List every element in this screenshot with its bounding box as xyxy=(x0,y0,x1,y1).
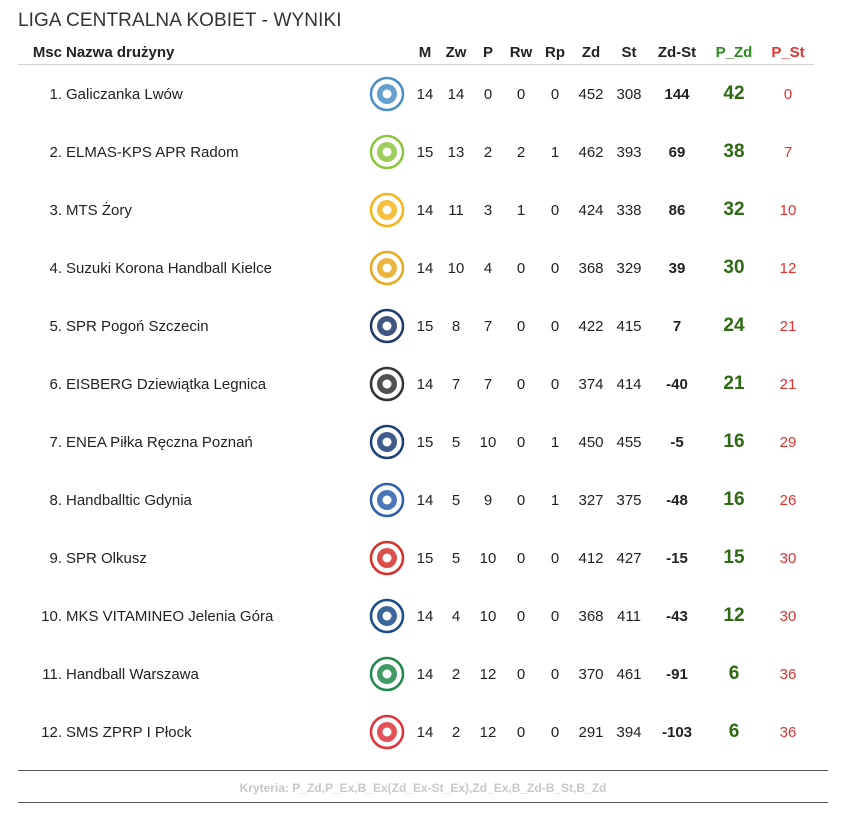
team-logo xyxy=(364,529,410,587)
points-against-cell: 26 xyxy=(779,491,797,509)
team-name[interactable]: Handball Warszawa xyxy=(66,665,199,683)
goal-diff-cell: 69 xyxy=(668,143,686,161)
matches-cell: 14 xyxy=(416,85,434,103)
wins-cell: 13 xyxy=(447,143,465,161)
wins-cell: 14 xyxy=(447,85,465,103)
rw-cell: 0 xyxy=(516,491,526,509)
points-for-cell: 42 xyxy=(723,83,745,104)
goals-against-cell: 338 xyxy=(616,201,642,219)
goals-for-cell: 452 xyxy=(578,85,604,103)
wins-cell: 2 xyxy=(451,665,461,683)
goal-diff-cell: -40 xyxy=(666,375,688,393)
points-for-cell: 12 xyxy=(723,605,745,626)
rp-cell: 0 xyxy=(550,201,560,219)
matches-cell: 14 xyxy=(416,665,434,683)
losses-cell: 4 xyxy=(483,259,493,277)
goals-against-cell: 427 xyxy=(616,549,642,567)
team-name[interactable]: ENEA Piłka Ręczna Poznań xyxy=(66,433,253,451)
points-against-cell: 7 xyxy=(783,143,793,161)
matches-cell: 14 xyxy=(416,607,434,625)
rw-cell: 0 xyxy=(516,607,526,625)
goals-for-cell: 374 xyxy=(578,375,604,393)
losses-cell: 12 xyxy=(479,723,497,741)
footer-divider-top xyxy=(18,770,828,771)
matches-cell: 15 xyxy=(416,549,434,567)
jelenia-gora-logo-icon xyxy=(369,598,405,634)
table-row[interactable] xyxy=(18,703,814,761)
goals-against-cell: 329 xyxy=(616,259,642,277)
rank-cell: 7. xyxy=(49,433,62,451)
rp-cell: 0 xyxy=(550,607,560,625)
rank-cell: 1. xyxy=(49,85,62,103)
rp-cell: 1 xyxy=(550,433,560,451)
rp-cell: 0 xyxy=(550,723,560,741)
goals-for-cell: 450 xyxy=(578,433,604,451)
points-against-cell: 30 xyxy=(779,549,797,567)
rp-cell: 0 xyxy=(550,549,560,567)
goals-for-cell: 462 xyxy=(578,143,604,161)
standings-table xyxy=(18,40,814,761)
rank-cell: 11. xyxy=(42,665,62,683)
goals-for-cell: 422 xyxy=(578,317,604,335)
rp-cell: 0 xyxy=(550,375,560,393)
team-name[interactable]: Handballtic Gdynia xyxy=(66,491,192,509)
legnica-logo-icon xyxy=(369,366,405,402)
header-pst: P_St xyxy=(762,40,814,65)
rank-cell: 6. xyxy=(49,375,62,393)
rw-cell: 0 xyxy=(516,723,526,741)
team-name[interactable]: MKS VITAMINEO Jelenia Góra xyxy=(66,607,274,625)
rw-cell: 1 xyxy=(516,201,526,219)
team-name[interactable]: EISBERG Dziewiątka Legnica xyxy=(66,375,267,393)
header-zdst: Zd-St xyxy=(648,40,706,65)
goal-diff-cell: -15 xyxy=(666,549,688,567)
header-team: Nazwa drużyny xyxy=(66,40,364,65)
goals-for-cell: 424 xyxy=(578,201,604,219)
table-row[interactable] xyxy=(18,297,814,355)
goals-for-cell: 368 xyxy=(578,607,604,625)
matches-cell: 15 xyxy=(416,143,434,161)
table-row[interactable] xyxy=(18,355,814,413)
wins-cell: 10 xyxy=(447,259,465,277)
goals-against-cell: 308 xyxy=(616,85,642,103)
points-for-cell: 15 xyxy=(723,547,745,568)
rp-cell: 1 xyxy=(550,491,560,509)
wins-cell: 5 xyxy=(451,491,461,509)
losses-cell: 7 xyxy=(483,317,493,335)
team-logo xyxy=(364,703,410,761)
losses-cell: 2 xyxy=(483,143,493,161)
points-for-cell: 16 xyxy=(723,431,745,452)
wins-cell: 4 xyxy=(451,607,461,625)
matches-cell: 15 xyxy=(416,433,434,451)
rw-cell: 0 xyxy=(516,259,526,277)
rw-cell: 0 xyxy=(516,433,526,451)
olkusz-logo-icon xyxy=(369,540,405,576)
goals-for-cell: 368 xyxy=(578,259,604,277)
rp-cell: 1 xyxy=(550,143,560,161)
losses-cell: 10 xyxy=(479,607,497,625)
header-st: St xyxy=(610,40,648,65)
wins-cell: 11 xyxy=(448,201,464,219)
matches-cell: 14 xyxy=(416,723,434,741)
points-against-cell: 21 xyxy=(779,375,797,393)
team-name[interactable]: SMS ZPRP I Płock xyxy=(66,723,192,741)
team-name[interactable]: MTS Żory xyxy=(66,201,132,219)
points-for-cell: 6 xyxy=(728,721,740,742)
header-rank: Msc xyxy=(18,40,66,65)
goal-diff-cell: -43 xyxy=(666,607,688,625)
losses-cell: 3 xyxy=(483,201,493,219)
header-zd: Zd xyxy=(572,40,610,65)
rank-cell: 3. xyxy=(49,201,62,219)
goals-for-cell: 291 xyxy=(578,723,604,741)
points-for-cell: 30 xyxy=(723,257,745,278)
team-logo xyxy=(364,355,410,413)
goal-diff-cell: 86 xyxy=(668,201,686,219)
azs-awf-logo-icon xyxy=(369,656,405,692)
points-against-cell: 12 xyxy=(779,259,797,277)
table-row[interactable] xyxy=(18,587,814,645)
sms-plock-logo-icon xyxy=(369,714,405,750)
goals-for-cell: 412 xyxy=(578,549,604,567)
team-logo xyxy=(364,65,410,124)
goals-against-cell: 461 xyxy=(616,665,642,683)
goals-for-cell: 370 xyxy=(578,665,604,683)
rp-cell: 0 xyxy=(550,317,560,335)
goals-against-cell: 455 xyxy=(616,433,642,451)
points-against-cell: 29 xyxy=(779,433,797,451)
losses-cell: 9 xyxy=(483,491,493,509)
points-against-cell: 36 xyxy=(779,665,797,683)
korona-logo-icon xyxy=(369,250,405,286)
table-row[interactable] xyxy=(18,239,814,297)
poznan-logo-icon xyxy=(369,424,405,460)
table-row[interactable] xyxy=(18,471,814,529)
table-row[interactable] xyxy=(18,529,814,587)
team-name[interactable]: ELMAS-KPS APR Radom xyxy=(66,143,239,161)
wins-cell: 5 xyxy=(451,549,461,567)
team-logo xyxy=(364,645,410,703)
team-name[interactable]: SPR Pogoń Szczecin xyxy=(66,317,209,335)
points-for-cell: 21 xyxy=(723,373,745,394)
wins-cell: 8 xyxy=(451,317,461,335)
rank-cell: 8. xyxy=(49,491,62,509)
rw-cell: 0 xyxy=(516,665,526,683)
goal-diff-cell: -103 xyxy=(661,723,693,741)
rw-cell: 2 xyxy=(516,143,526,161)
points-for-cell: 24 xyxy=(723,315,745,336)
losses-cell: 12 xyxy=(479,665,497,683)
table-row[interactable] xyxy=(18,413,814,471)
team-name[interactable]: Galiczanka Lwów xyxy=(66,85,183,103)
team-logo xyxy=(364,123,410,181)
header-pzd: P_Zd xyxy=(706,40,762,65)
team-name[interactable]: Suzuki Korona Handball Kielce xyxy=(66,259,272,277)
criteria-text: Kryteria: P_Zd,P_Ex,B_Ex(Zd_Ex-St_Ex),Zd_Ex,B_Zd-B_St,B_Zd xyxy=(239,781,607,795)
gdynia-logo-icon xyxy=(369,482,405,518)
team-logo xyxy=(364,413,410,471)
losses-cell: 7 xyxy=(483,375,493,393)
matches-cell: 14 xyxy=(416,375,434,393)
table-row[interactable] xyxy=(18,65,814,124)
points-against-cell: 21 xyxy=(779,317,797,335)
rp-cell: 0 xyxy=(550,259,560,277)
goal-diff-cell: 39 xyxy=(668,259,686,277)
wins-cell: 2 xyxy=(451,723,461,741)
rp-cell: 0 xyxy=(550,85,560,103)
points-against-cell: 10 xyxy=(779,201,797,219)
team-name[interactable]: SPR Olkusz xyxy=(66,549,147,567)
wins-cell: 7 xyxy=(451,375,461,393)
rank-cell: 10. xyxy=(41,607,62,625)
rank-cell: 12. xyxy=(41,723,62,741)
header-m: M xyxy=(410,40,440,65)
points-for-cell: 16 xyxy=(723,489,745,510)
points-against-cell: 30 xyxy=(779,607,797,625)
goal-diff-cell: 144 xyxy=(664,85,690,103)
goal-diff-cell: -91 xyxy=(666,665,688,683)
header-rw: Rw xyxy=(504,40,538,65)
goals-for-cell: 327 xyxy=(578,491,604,509)
rw-cell: 0 xyxy=(516,549,526,567)
rank-cell: 9. xyxy=(49,549,62,567)
goals-against-cell: 411 xyxy=(617,607,641,625)
goals-against-cell: 375 xyxy=(616,491,642,509)
losses-cell: 10 xyxy=(479,433,497,451)
rank-cell: 4. xyxy=(49,259,62,277)
goals-against-cell: 394 xyxy=(616,723,642,741)
table-row[interactable] xyxy=(18,645,814,703)
matches-cell: 14 xyxy=(416,201,434,219)
team-logo xyxy=(364,239,410,297)
table-header-row xyxy=(18,40,814,65)
goal-diff-cell: -48 xyxy=(666,491,688,509)
team-logo xyxy=(364,587,410,645)
page-title: LIGA CENTRALNA KOBIET - WYNIKI xyxy=(18,10,342,31)
header-rp: Rp xyxy=(538,40,572,65)
goal-diff-cell: -5 xyxy=(670,433,684,451)
zory-logo-icon xyxy=(369,192,405,228)
losses-cell: 0 xyxy=(483,85,493,103)
team-logo xyxy=(364,181,410,239)
header-zw: Zw xyxy=(440,40,472,65)
rp-cell: 0 xyxy=(550,665,560,683)
goals-against-cell: 414 xyxy=(616,375,642,393)
points-against-cell: 36 xyxy=(779,723,797,741)
points-against-cell: 0 xyxy=(783,85,793,103)
pogon-logo-icon xyxy=(369,308,405,344)
rw-cell: 0 xyxy=(516,85,526,103)
header-p: P xyxy=(472,40,504,65)
team-logo xyxy=(364,471,410,529)
goal-diff-cell: 7 xyxy=(672,317,682,335)
footer-divider-bottom xyxy=(18,802,828,803)
rank-cell: 2. xyxy=(49,143,62,161)
radom-logo-icon xyxy=(369,134,405,170)
losses-cell: 10 xyxy=(479,549,497,567)
rw-cell: 0 xyxy=(516,375,526,393)
points-for-cell: 6 xyxy=(728,663,740,684)
matches-cell: 14 xyxy=(416,491,434,509)
team-logo xyxy=(364,297,410,355)
table-row[interactable] xyxy=(18,181,814,239)
galiczanka-logo-icon xyxy=(369,76,405,112)
header-logo-spacer xyxy=(364,40,410,65)
goals-against-cell: 393 xyxy=(616,143,642,161)
rank-cell: 5. xyxy=(49,317,62,335)
matches-cell: 14 xyxy=(416,259,434,277)
goals-against-cell: 415 xyxy=(616,317,642,335)
wins-cell: 5 xyxy=(451,433,461,451)
table-row[interactable] xyxy=(18,123,814,181)
points-for-cell: 38 xyxy=(723,141,745,162)
matches-cell: 15 xyxy=(416,317,434,335)
points-for-cell: 32 xyxy=(723,199,745,220)
rw-cell: 0 xyxy=(516,317,526,335)
